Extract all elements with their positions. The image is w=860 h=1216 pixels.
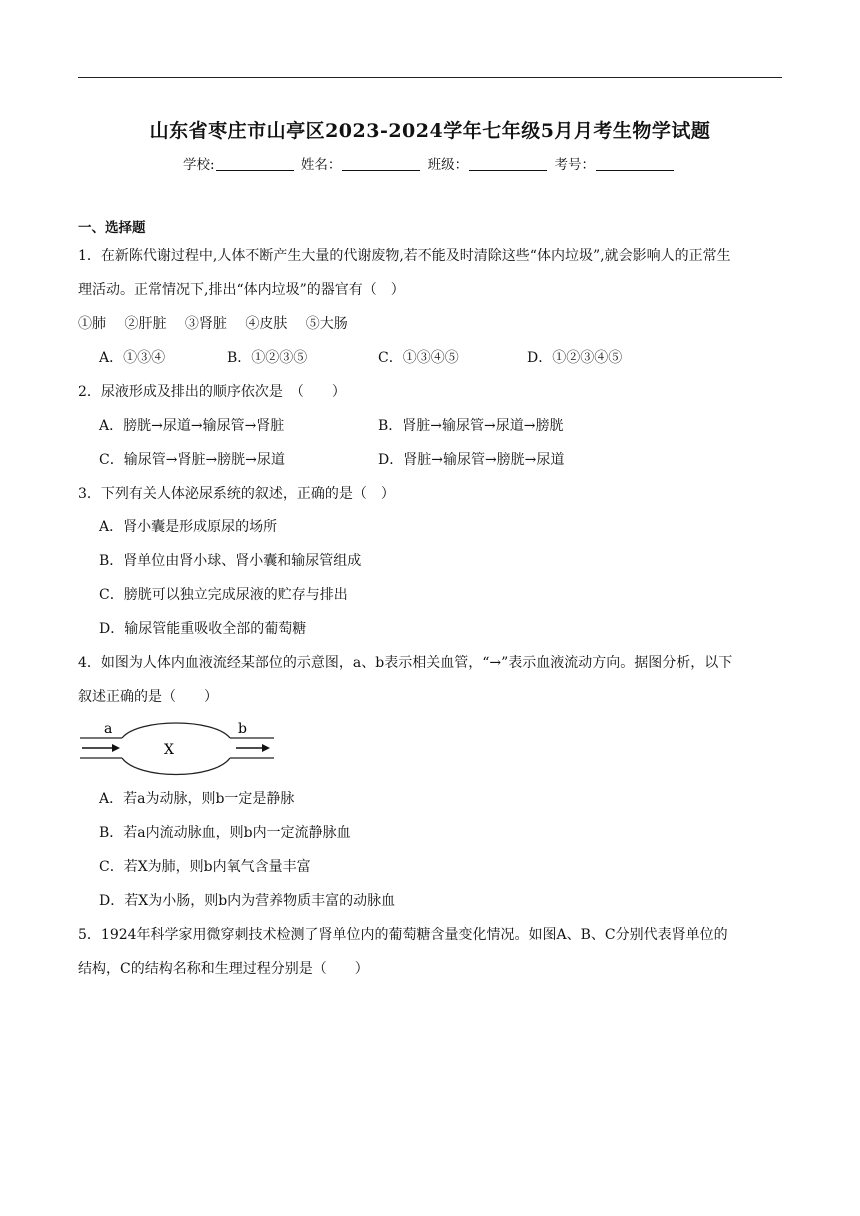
q2-option-b[interactable]: B．肾脏→输尿管→尿道→膀胱 [378, 418, 564, 434]
exam-no-blank[interactable] [596, 158, 674, 171]
class-blank[interactable] [469, 158, 547, 171]
school-label: 学校: [183, 157, 215, 173]
arrow-a-head [112, 744, 120, 752]
q2-option-d[interactable]: D．肾脏→输尿管→膀胱→尿道 [378, 452, 565, 468]
header-rule [78, 77, 782, 78]
q4-option-c[interactable]: C．若X为肺，则b内氧气含量丰富 [99, 859, 311, 875]
q1-stem-line2: 理活动。正常情况下,排出“体内垃圾”的器官有（ ） [78, 282, 405, 298]
q1-option-c[interactable]: C．①③④⑤ [378, 350, 459, 366]
q2-stem: 2．尿液形成及排出的顺序依次是 （ ） [78, 384, 346, 400]
q3-option-a[interactable]: A．肾小囊是形成原尿的场所 [99, 519, 278, 535]
q2-option-a[interactable]: A．膀胱→尿道→输尿管→肾脏 [99, 418, 285, 434]
page-title: 山东省枣庄市山亭区2023-2024学年七年级5月月考生物学试题 [149, 120, 711, 142]
q1-option-d[interactable]: D．①②③④⑤ [527, 350, 623, 366]
q1-stem-line1: 1．在新陈代谢过程中,人体不断产生大量的代谢废物,若不能及时清除这些“体内垃圾”,就会影响人的正常生 [78, 248, 731, 264]
student-info-line [0, 153, 860, 173]
q1-option-a[interactable]: A．①③④ [99, 350, 166, 366]
q2-option-c[interactable]: C．输尿管→肾脏→膀胱→尿道 [99, 452, 285, 468]
exam-no-label: 考号： [554, 157, 595, 173]
q4-option-a[interactable]: A．若a为动脉，则b一定是静脉 [99, 791, 295, 807]
q3-option-b[interactable]: B．肾单位由肾小球、肾小囊和输尿管组成 [99, 553, 362, 569]
q4-option-d[interactable]: D．若X为小肠，则b内为营养物质丰富的动脉血 [99, 893, 396, 909]
arrow-b-head [262, 744, 270, 752]
name-label: 姓名： [300, 157, 342, 173]
q1-items: ①肺 ②肝脏 ③肾脏 ④皮肤 ⑤大肠 [78, 316, 348, 332]
q3-option-d[interactable]: D．输尿管能重吸收全部的葡萄糖 [99, 621, 307, 637]
blood-flow-diagram [78, 716, 278, 788]
q1-option-b[interactable]: B．①②③⑤ [227, 350, 308, 366]
q3-option-c[interactable]: C．膀胱可以独立完成尿液的贮存与排出 [99, 587, 348, 603]
q5-stem-line1: 5．1924年科学家用微穿刺技术检测了肾单位内的葡萄糖含量变化情况。如图A、B、C分别代表肾单位的 [78, 927, 728, 943]
q4-option-b[interactable]: B．若a内流动脉血，则b内一定流静脉血 [99, 825, 351, 841]
q5-stem-line2: 结构，C的结构名称和生理过程分别是（ ） [78, 961, 369, 977]
label-x: X [164, 742, 174, 758]
q4-stem-line1: 4．如图为人体内血液流经某部位的示意图，a、b表示相关血管，“→”表示血液流动方向。据图分析，以下 [78, 655, 733, 671]
name-blank[interactable] [342, 158, 420, 171]
class-label: 班级： [427, 157, 469, 173]
q4-stem-line2: 叙述正确的是（ ） [78, 689, 218, 705]
organ-x-outline [122, 723, 230, 775]
label-b: b [238, 721, 247, 737]
section-title: 一、选择题 [78, 220, 146, 236]
school-blank[interactable] [216, 158, 294, 171]
label-a: a [104, 721, 113, 737]
q3-stem: 3．下列有关人体泌尿系统的叙述，正确的是（ ） [78, 486, 395, 502]
